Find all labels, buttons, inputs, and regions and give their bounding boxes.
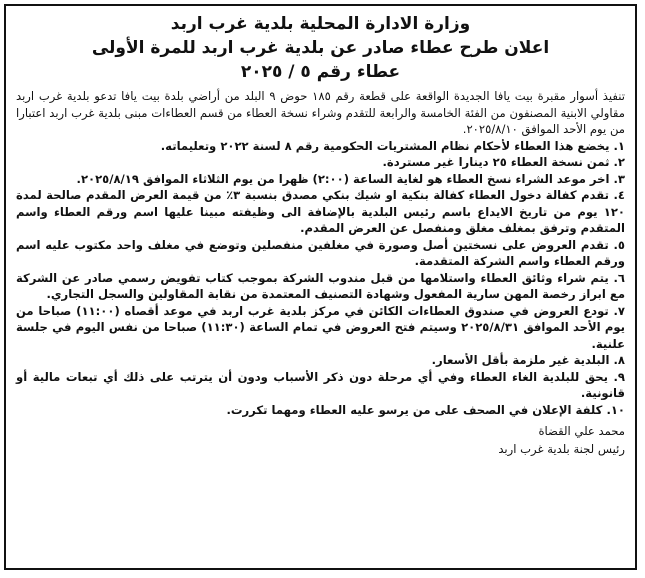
condition-item: ٥. تقدم العروض على نسختين أصل وصورة في مغلفين منفصلين وتوضع في مغلف واحد مكتوب عليه اسم ورقم العطاء واسم الشركة المتقدمة.	[16, 237, 625, 268]
condition-item: ٨. البلدية غير ملزمة بأقل الأسعار.	[431, 353, 625, 367]
tender-announcement	[4, 4, 637, 570]
ministry-title: وزارة الادارة المحلية بلدية غرب اربد	[170, 14, 471, 34]
announcement-header	[16, 12, 625, 84]
announcement-title: اعلان طرح عطاء صادر عن بلدية غرب اربد للمرة الأولى	[91, 38, 550, 58]
signatory-role: رئيس لجنة بلدية غرب اربد	[498, 442, 625, 456]
signatory-name: محمد علي القضاة	[538, 424, 625, 438]
condition-item: ٢. ثمن نسخة العطاء ٢٥ دينارا غير مستردة.	[382, 155, 625, 169]
condition-item: ١. يخضع هذا العطاء لأحكام نظام المشتريات الحكومية رقم ٨ لسنة ٢٠٢٢ وتعليماته.	[160, 138, 625, 153]
condition-item: ٦. يتم شراء وثائق العطاء واستلامها من قبل مندوب الشركة بموجب كتاب تفويض رسمي صادر عن الشركة مع ابراز رخصة المهن سارية المفعول وشهادة التصنيف المعتمدة من نقابة المقاولين والسجل التجاري.	[16, 270, 625, 301]
conditions-list	[16, 138, 625, 419]
condition-item: ١٠. كلفة الإعلان في الصحف على من يرسو عليه العطاء ومهما تكررت.	[226, 402, 625, 417]
condition-item: ٩. يحق للبلدية الغاء العطاء وفي أي مرحلة دون ذكر الأسباب ودون أن يترتب على ذلك أي تبعات مالية أو قانونية.	[16, 369, 625, 400]
signature-block	[16, 422, 625, 458]
tender-number: عطاء رقم ٥ / ٢٠٢٥	[240, 62, 401, 82]
condition-item: ٣. اخر موعد الشراء نسخ العطاء هو لغاية الساعة (٢:٠٠) ظهرا من يوم الثلاثاء الموافق ٢٠٢٥/٨/١٩.	[76, 171, 625, 186]
condition-item: ٧. تودع العروض في صندوق العطاءات الكائن في مركز بلدية غرب اربد في موعد أقصاه (١١:٠٠) صباحا من يوم الأحد الموافق ٢٠٢٥/٨/٣١ وسيتم فتح العروض في تمام الساعة (١١:٣٠) صباحا من نفس اليوم في جلسة علنية.	[16, 303, 625, 351]
intro-paragraph: تنفيذ أسوار مقبرة بيت يافا الجديدة الواقعة على قطعة رقم ١٨٥ حوض ٩ البلد من أراضي بلدة بيت يافا تدعو بلدية غرب اربد مقاولي الابنية المصنفون من الفئة الخامسة والرابعة للتقدم وشراء نسخة العطاء من قسم العطاءات مبنى بلدية غرب اربد اعتبارا من يوم الأحد الموافق ٢٠٢٥/٨/١٠.	[16, 89, 625, 136]
condition-item: ٤. تقدم كفالة دخول العطاء كفالة بنكية او شيك بنكي مصدق بنسبة ٣٪ من قيمة العرض المقدم صالحة لمدة ١٢٠ يوم من تاريخ الايداع باسم رئيس البلدية بالإضافة الى وظيفته مبينا عليها اسم ورقم العطاء واسم المتقدم وترفق بمغلف مغلق ومنفصل عن العرض المقدم.	[16, 188, 625, 235]
